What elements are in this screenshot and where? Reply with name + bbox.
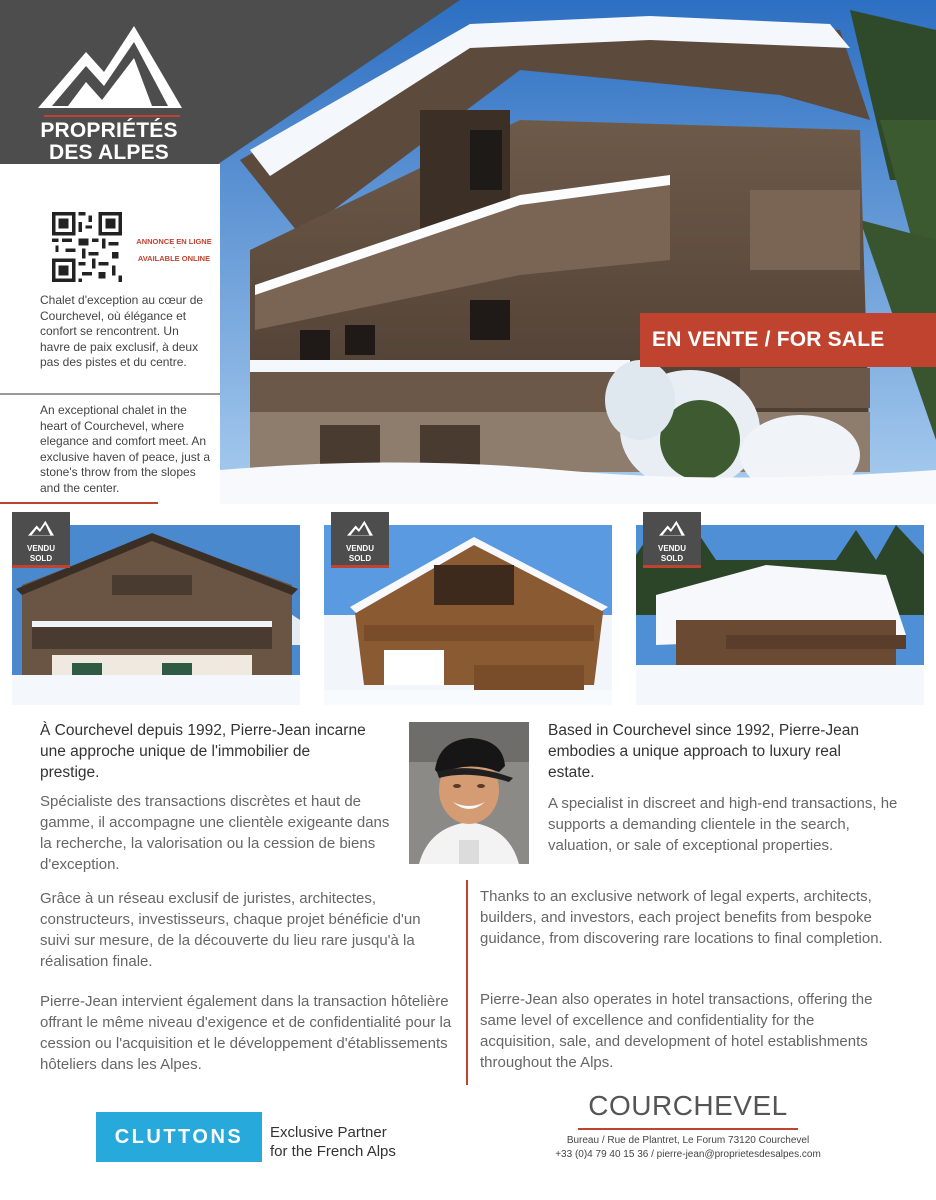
agent-portrait: [409, 722, 529, 864]
bio-lead-fr: Spécialiste des transactions discrètes et haut de gamme, il accompagne une clientèle exigeante dans la recherche, la valorisation ou la cession de biens d'exception.: [40, 793, 390, 873]
sold-badge-label-fr: VENDU: [657, 544, 686, 553]
partner-caption-line1: Exclusive Partner: [270, 1124, 387, 1141]
office-underline: [578, 1128, 798, 1130]
mountain-badge-icon: [28, 516, 54, 540]
sold-badge-3: [643, 512, 701, 568]
bio-network-en: Thanks to an exclusive network of legal experts, architects, builders, and investors, each project benefits from bespoke guidance, from discovering rare locations to final completion.: [480, 888, 883, 947]
brand-tagline: Secret Spot Finders: [51, 174, 167, 189]
qr-label-fr: ANNONCE EN LIGNE: [136, 237, 212, 246]
intro-text-en: An exceptional chalet in the heart of Courchevel, where elegance and comfort meet. An exclusive haven of peace, just a stone's throw from the slopes and the center.: [40, 403, 211, 495]
qr-label-en: AVAILABLE ONLINE: [137, 254, 211, 263]
bio-network-fr: Grâce à un réseau exclusif de juristes, architectes, constructeurs, investisseurs, chaque projet bénéficie d'un suivi sur mesure, de la découverte du lieu rare jusqu'à la réalisation finale.: [40, 890, 421, 970]
column-divider: [466, 880, 468, 1085]
qr-label-separator: -: [172, 245, 176, 252]
intro-text-fr: Chalet d'exception au cœur de Courchevel, où élégance et confort se rencontrent. Un havre de paix exclusif, à deux pas des pistes et du centre.: [40, 293, 204, 369]
brand-name-line1: PROPRIÉTÉS: [40, 119, 178, 142]
brand-underline: [44, 115, 180, 117]
partner-caption-line2: for the French Alps: [270, 1143, 396, 1160]
bio-lead-en: A specialist in discreet and high-end transactions, he supports a demanding clientele in the search, valuation, or sale of exceptional properties.: [548, 795, 898, 854]
bio-hotel-fr: Pierre-Jean intervient également dans la transaction hôtelière offrant le même niveau d'exigence et de confidentialité pour la cession ou l'acquisition et le développement d'établissements hôteliers dans les Alpes.: [40, 993, 452, 1073]
sold-badge-label-en: SOLD: [660, 554, 684, 563]
partner-logo: CLUTTONS: [96, 1112, 262, 1162]
bio-heading-fr: À Courchevel depuis 1992, Pierre-Jean incarne une approche unique de l'immobilier de prestige.: [40, 722, 366, 781]
mountain-logo-icon: [38, 20, 182, 112]
qr-code-icon[interactable]: [40, 204, 132, 292]
mountain-badge-icon: [347, 516, 373, 540]
office-address: Bureau / Rue de Plantret, Le Forum 73120 Courchevel: [566, 1135, 810, 1146]
intro-divider: [0, 393, 220, 395]
office-contact[interactable]: +33 (0)4 79 40 15 36 / pierre-jean@proprietesdesalpes.com: [555, 1149, 821, 1160]
bio-hotel-en: Pierre-Jean also operates in hotel transactions, offering the same level of excellence and confidentiality for the acquisition, sale, and development of hotel establishments throughout the Alps.: [480, 991, 873, 1071]
sold-badge-1: [12, 512, 70, 568]
mountain-badge-icon: [659, 516, 685, 540]
sold-badge-label-fr: VENDU: [345, 544, 374, 553]
brand-name-line2: DES ALPES: [48, 141, 170, 164]
bio-heading-en: Based in Courchevel since 1992, Pierre-Jean embodies a unique approach to luxury real estate.: [548, 722, 860, 781]
brand-name: [18, 120, 200, 164]
sold-badge-label-en: SOLD: [348, 554, 372, 563]
sold-badge-label-en: SOLD: [29, 554, 53, 563]
sold-badge-label-fr: VENDU: [26, 544, 55, 553]
sold-badge-2: [331, 512, 389, 568]
for-sale-banner: EN VENTE / FOR SALE: [640, 313, 936, 367]
office-name: COURCHEVEL: [588, 1090, 788, 1121]
intro-accent-line: [0, 502, 158, 504]
